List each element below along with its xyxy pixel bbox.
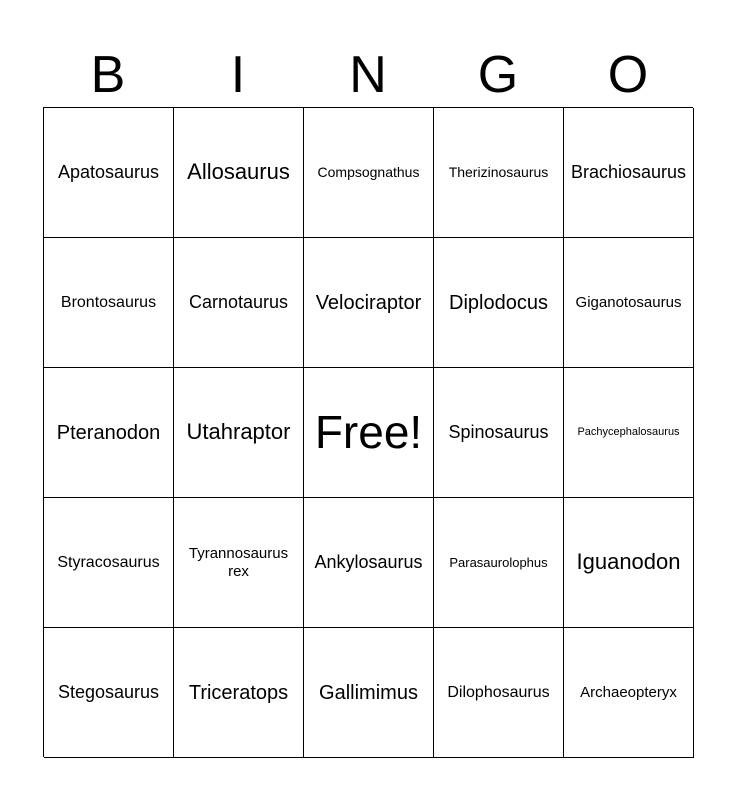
header-letter-b: B [90, 46, 126, 104]
bingo-cell[interactable]: Spinosaurus [434, 368, 564, 498]
free-space-cell[interactable]: Free! [304, 368, 434, 498]
bingo-board [43, 107, 693, 757]
header-letter-o: O [607, 46, 649, 104]
bingo-cell[interactable]: Brontosaurus [44, 238, 174, 368]
bingo-cell[interactable]: Brachiosaurus [564, 108, 694, 238]
bingo-cell[interactable]: Compsognathus [304, 108, 434, 238]
bingo-cell[interactable]: Gallimimus [304, 628, 434, 758]
bingo-cell[interactable]: Allosaurus [174, 108, 304, 238]
bingo-cell[interactable]: Pteranodon [44, 368, 174, 498]
bingo-cell[interactable]: Pachycephalosaurus [564, 368, 694, 498]
header-letter-n: N [349, 46, 387, 104]
bingo-cell[interactable]: Stegosaurus [44, 628, 174, 758]
bingo-cell[interactable]: Dilophosaurus [434, 628, 564, 758]
bingo-cell[interactable]: Triceratops [174, 628, 304, 758]
bingo-cell[interactable]: Giganotosaurus [564, 238, 694, 368]
bingo-cell[interactable]: Iguanodon [564, 498, 694, 628]
bingo-cell[interactable]: Archaeopteryx [564, 628, 694, 758]
bingo-cell[interactable]: Styracosaurus [44, 498, 174, 628]
bingo-cell[interactable]: Therizinosaurus [434, 108, 564, 238]
header-letter-i: I [230, 46, 246, 104]
bingo-cell[interactable]: Velociraptor [304, 238, 434, 368]
bingo-cell[interactable]: Tyrannosaurus rex [174, 498, 304, 628]
bingo-cell[interactable]: Diplodocus [434, 238, 564, 368]
bingo-cell[interactable]: Carnotaurus [174, 238, 304, 368]
bingo-header [43, 44, 693, 106]
bingo-cell[interactable]: Utahraptor [174, 368, 304, 498]
header-letter-g: G [477, 46, 519, 104]
bingo-cell[interactable]: Parasaurolophus [434, 498, 564, 628]
bingo-cell[interactable]: Apatosaurus [44, 108, 174, 238]
bingo-cell[interactable]: Ankylosaurus [304, 498, 434, 628]
